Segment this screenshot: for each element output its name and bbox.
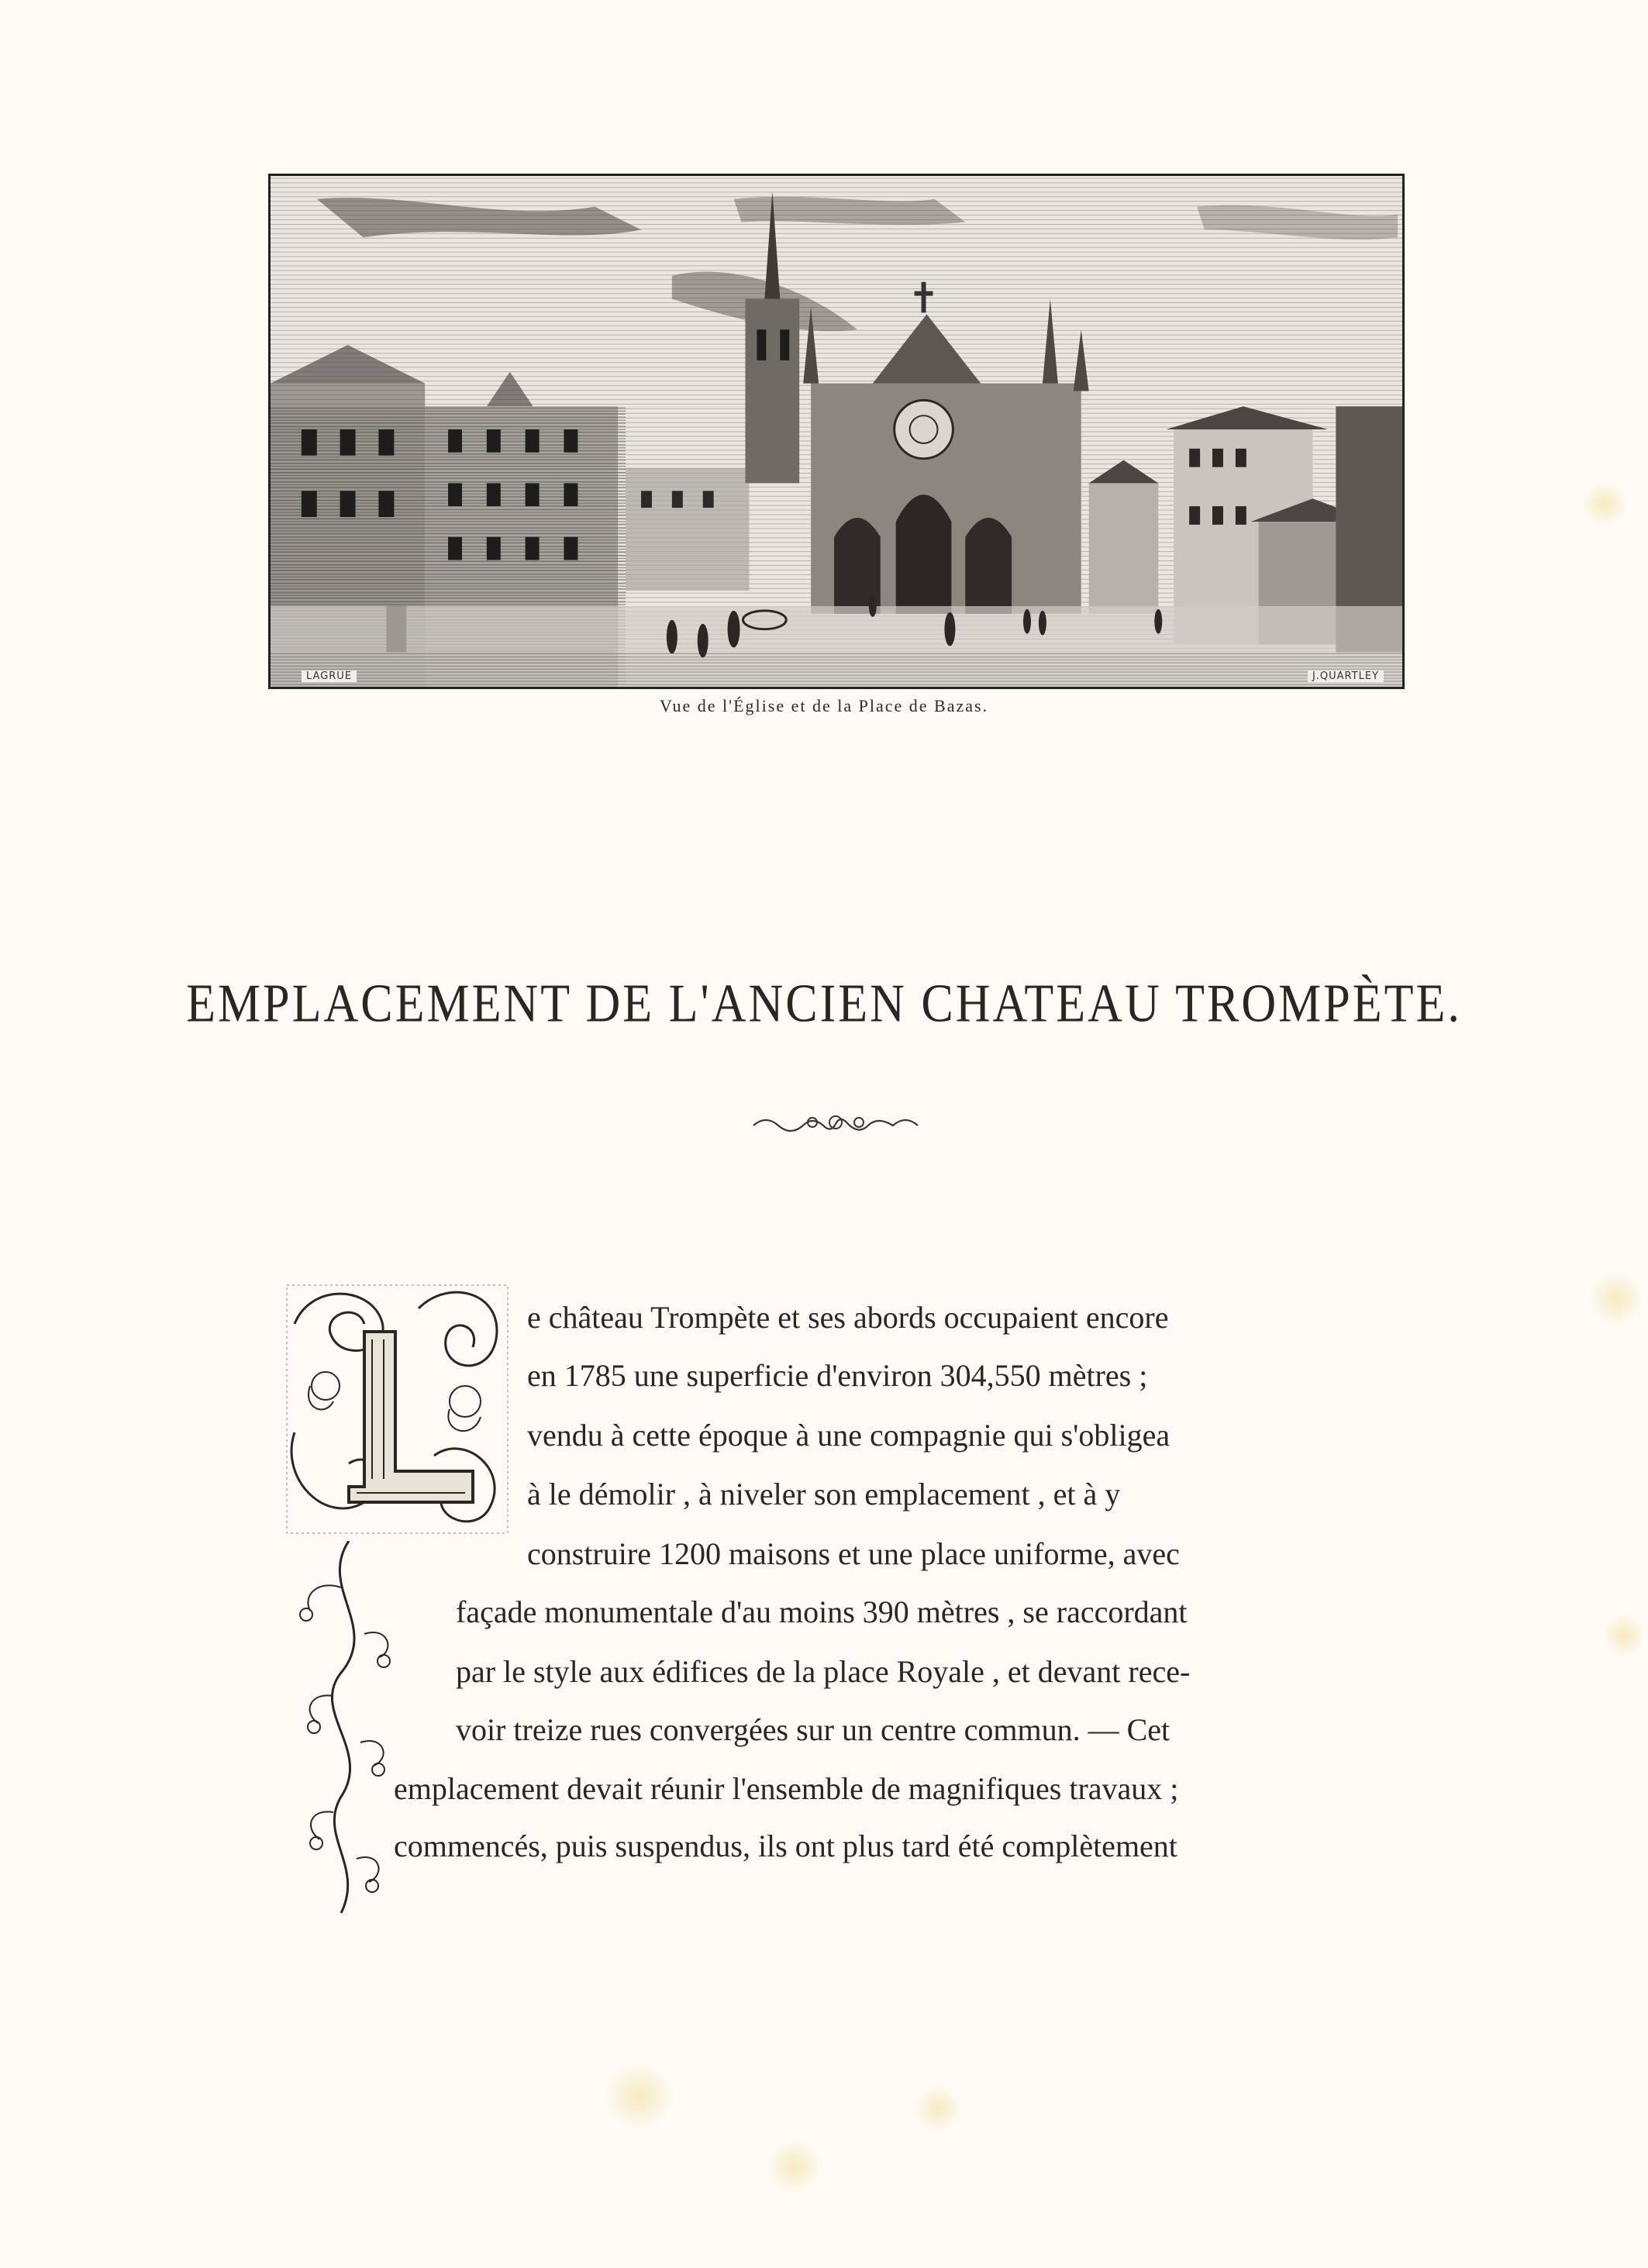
paragraph-line-8: voir treize rues convergées sur un centre commun. — Cet <box>456 1712 1170 1747</box>
foxing-stain <box>1589 1271 1643 1325</box>
paragraph-line-10: commencés, puis suspendus, ils ont plus tard été complètement <box>394 1829 1177 1863</box>
paragraph-line-9: emplacement devait réunir l'ensemble de magnifiques travaux ; <box>394 1771 1179 1806</box>
foxing-stain <box>915 2085 961 2132</box>
chapter-title: EMPLACEMENT DE L'ANCIEN CHATEAU TROMPÈTE. <box>186 974 1462 1033</box>
illustration-caption: Vue de l'Église et de la Place de Bazas. <box>659 696 989 715</box>
foxing-stain <box>767 2139 822 2194</box>
floral-vine-ornament <box>287 1541 403 1928</box>
engraving-illustration <box>268 174 1405 689</box>
paragraph-line-3: vendu à cette époque à une compagnie qui s'obligea <box>527 1418 1170 1453</box>
paragraph-line-4: à le démolir , à niveler son emplacement , et à y <box>527 1477 1121 1511</box>
paragraph-line-7: par le style aux édifices de la place Royale , et devant rece- <box>456 1654 1191 1689</box>
paragraph-line-5: construire 1200 maisons et une place uniforme, avec <box>527 1536 1180 1571</box>
ornamental-drop-cap <box>279 1277 515 1541</box>
paragraph-line-2: en 1785 une superficie d'environ 304,550 mètres ; <box>527 1358 1148 1393</box>
foxing-stain <box>605 2062 674 2132</box>
paragraph-line-1: e château Trompète et ses abords occupaient encore <box>527 1300 1169 1335</box>
church-square-scene <box>271 176 1402 687</box>
foxing-stain <box>1581 481 1628 527</box>
drop-cap-letter: L <box>403 1368 450 1449</box>
foxing-stain <box>1605 1612 1643 1659</box>
paragraph-line-6: façade monumentale d'au moins 390 mètres , se raccordant <box>456 1594 1188 1629</box>
ornamental-fleuron <box>750 1108 921 1139</box>
engraver-credit-left: LAGRUE <box>302 670 357 682</box>
engraver-credit-right: J.QUARTLEY <box>1308 670 1384 682</box>
